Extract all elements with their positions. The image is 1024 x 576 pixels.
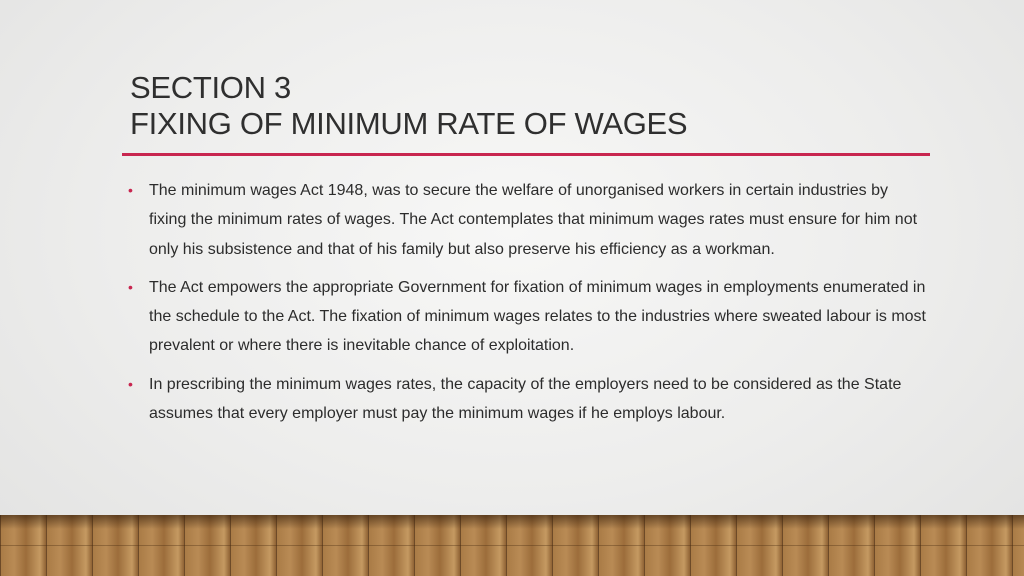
bullet-list	[128, 176, 928, 437]
bullet-text: The Act empowers the appropriate Government for fixation of minimum wages in employments enumerated in the schedule to the Act. The fixation of minimum wages relates to the industries where sweated labour is most prevalent or where there is inevitable chance of exploitation.	[149, 278, 926, 355]
bullet-text: The minimum wages Act 1948, was to secure the welfare of unorganised workers in certain industries by fixing the minimum rates of wages. The Act contemplates that minimum wages rates must ensure for him not only his subsistence and that of his family but also preserve his efficiency as a workman.	[149, 182, 918, 258]
bullet-item	[128, 370, 928, 429]
floor-plank-joint	[0, 545, 1024, 546]
slide-title	[130, 70, 930, 142]
bullet-marker: •	[128, 182, 133, 198]
title-divider	[122, 153, 930, 156]
bullet-item	[128, 176, 928, 264]
title-line-1: SECTION 3	[130, 70, 291, 105]
title-line-2: FIXING OF MINIMUM RATE OF WAGES	[130, 106, 688, 141]
bullet-marker: •	[128, 375, 133, 392]
bullet-marker: •	[128, 278, 133, 295]
bullet-item	[128, 273, 928, 361]
bullet-text: In prescribing the minimum wages rates, the capacity of the employers need to be considered as the State assumes that every employer must pay the minimum wages if he employs labour.	[149, 375, 902, 423]
wood-floor-decoration	[0, 515, 1024, 576]
